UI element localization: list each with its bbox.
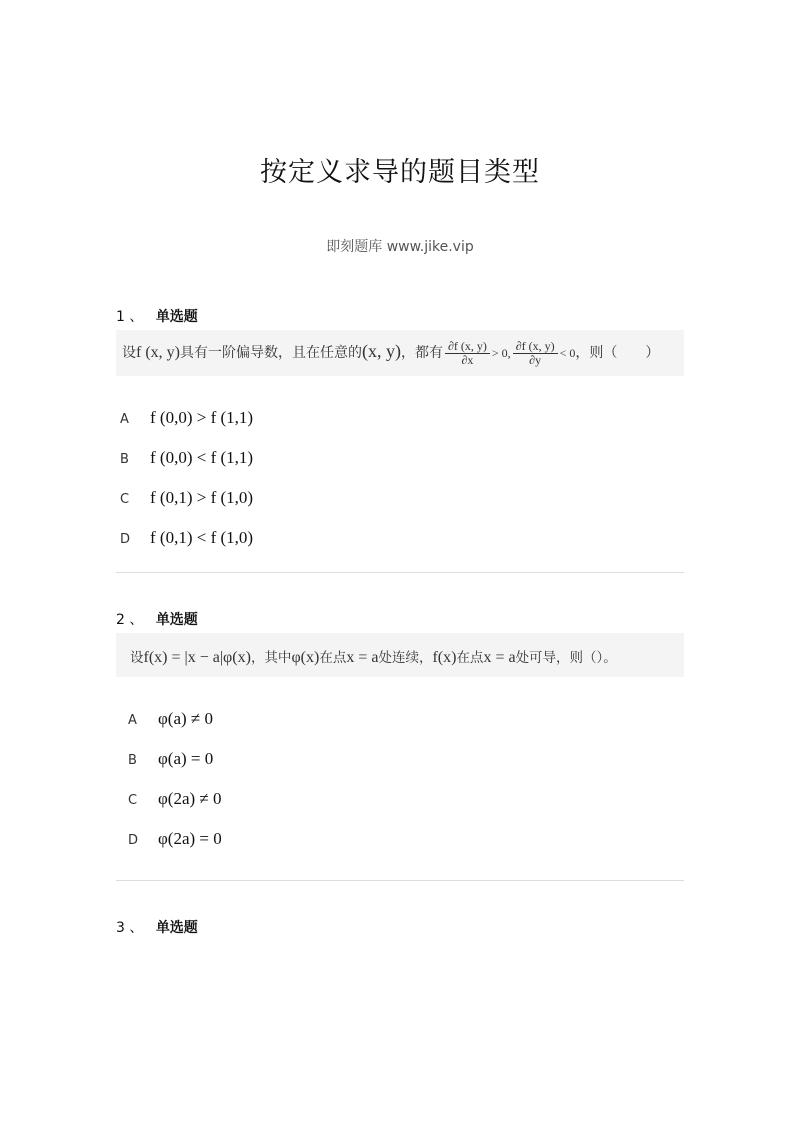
question-1-option-d[interactable] [120,528,253,548]
question-number: 2 、 [116,612,144,628]
question-1-header [116,306,198,326]
stem-formula: φ(x) [291,649,320,666]
stem-text: 在点 [319,650,347,666]
question-2-header [116,609,198,629]
stem-text: ，其中 [250,650,292,666]
stem-formula: x = a [483,649,516,666]
option-letter: B [120,452,129,467]
question-number: 3 、 [116,920,144,936]
stem-text: 在点 [456,650,484,666]
question-2-option-c[interactable] [128,789,222,809]
stem-text: 处可导，则（）。 [515,650,617,666]
stem-text: ，都有 [400,345,443,362]
stem-formula: x = a [346,649,379,666]
frac-denominator: ∂x [461,352,474,367]
frac-denominator: ∂y [529,352,542,367]
question-1-option-c[interactable] [120,488,253,508]
option-expression: φ(2a) ≠ 0 [158,789,222,808]
option-letter: D [128,833,139,848]
option-letter: A [128,713,137,728]
option-expression: φ(2a) = 0 [158,829,222,848]
option-letter: A [120,412,129,427]
page-subtitle: 即刻题库 www.jike.vip [326,239,474,255]
question-3-header [116,917,198,937]
option-letter: C [128,793,138,808]
question-2-option-a[interactable] [128,709,213,729]
question-type: 单选题 [155,612,198,628]
question-1-option-a[interactable] [120,408,253,428]
stem-text: ，则（ ） [575,345,660,362]
question-2-option-b[interactable] [128,749,213,769]
frac-numerator: ∂f (x, y) [445,340,490,354]
partial-derivative-y [513,340,558,366]
stem-text: 处连续， [378,650,433,666]
option-expression: φ(a) ≠ 0 [158,709,214,728]
partial-derivative-x [445,340,490,366]
stem-formula: < 0 [559,346,576,361]
option-letter: D [120,532,131,547]
question-1-stem [116,330,684,376]
question-1-option-b[interactable] [120,448,253,468]
question-divider [116,880,684,881]
question-2-option-d[interactable] [128,829,222,849]
stem-formula: (x, y) [361,341,401,362]
page-title: 按定义求导的题目类型 [260,157,540,188]
stem-formula: f(x) [432,649,457,666]
frac-numerator: ∂f (x, y) [513,340,558,354]
option-letter: B [128,753,137,768]
option-expression: f (0,1) > f (1,0) [150,488,254,507]
option-expression: f (0,0) > f (1,1) [150,408,254,427]
option-expression: φ(a) = 0 [158,749,214,768]
question-divider [116,572,684,573]
option-expression: f (0,1) < f (1,0) [150,528,254,547]
stem-formula: > 0, [491,346,511,361]
stem-text: 设 [122,345,136,362]
stem-formula: f(x) = |x − a|φ(x) [143,649,251,666]
question-type: 单选题 [155,309,198,325]
question-2-stem [116,633,684,677]
stem-formula: f (x, y) [136,344,180,362]
stem-text: 具有一阶偏导数，且在任意的 [179,345,362,362]
question-type: 单选题 [155,920,198,936]
option-letter: C [120,492,130,507]
question-number: 1 、 [116,309,144,325]
option-expression: f (0,0) < f (1,1) [150,448,254,467]
stem-text: 设 [130,650,144,666]
